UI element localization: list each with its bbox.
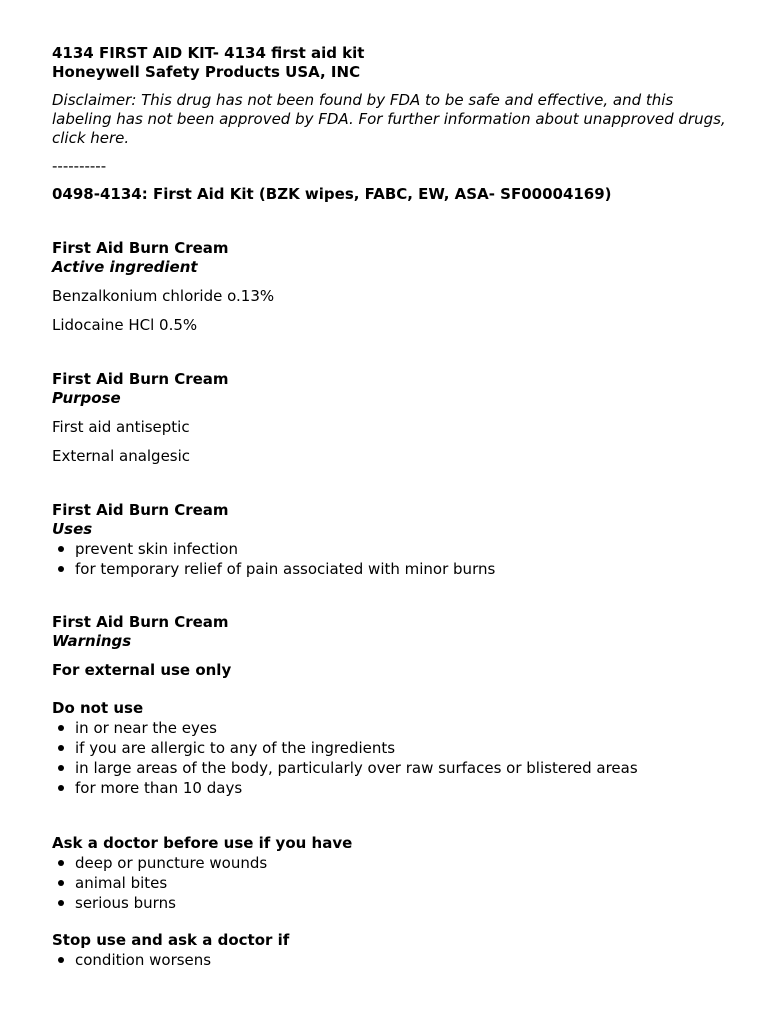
section-heading: Uses bbox=[52, 520, 93, 538]
uses-list bbox=[52, 539, 742, 579]
ingredient-item: Lidocaine HCl 0.5% bbox=[52, 316, 198, 334]
separator: ---------- bbox=[52, 157, 107, 175]
ask-doctor-list bbox=[52, 853, 742, 913]
kit-heading: 0498-4134: First Aid Kit (BZK wipes, FABC, EW, ASA- SF00004169) bbox=[52, 185, 612, 203]
section-active-ingredient bbox=[52, 239, 742, 335]
do-not-use-list bbox=[52, 718, 742, 798]
document-page bbox=[52, 44, 742, 970]
do-not-use-heading: Do not use bbox=[52, 699, 144, 717]
ask-doctor-heading: Ask a doctor before use if you have bbox=[52, 834, 353, 852]
list-item: serious burns bbox=[52, 893, 742, 913]
section-product-name: First Aid Burn Cream bbox=[52, 239, 229, 257]
stop-use-list bbox=[52, 950, 742, 970]
company-name: Honeywell Safety Products USA, INC bbox=[52, 63, 361, 81]
section-heading: Purpose bbox=[52, 389, 121, 407]
section-heading: Active ingredient bbox=[52, 258, 198, 276]
list-item: if you are allergic to any of the ingredients bbox=[52, 738, 742, 758]
list-item: in large areas of the body, particularly over raw surfaces or blistered areas bbox=[52, 758, 742, 778]
section-heading: Warnings bbox=[52, 632, 132, 650]
purpose-item: First aid antiseptic bbox=[52, 418, 190, 436]
list-item: in or near the eyes bbox=[52, 718, 742, 738]
purpose-item: External analgesic bbox=[52, 447, 191, 465]
list-item: for more than 10 days bbox=[52, 778, 742, 798]
stop-use-heading: Stop use and ask a doctor if bbox=[52, 931, 290, 949]
section-purpose bbox=[52, 370, 742, 466]
section-uses bbox=[52, 501, 742, 579]
section-warnings bbox=[52, 613, 742, 970]
list-item: condition worsens bbox=[52, 950, 742, 970]
ingredient-item: Benzalkonium chloride o.13% bbox=[52, 287, 275, 305]
external-use-warning: For external use only bbox=[52, 661, 232, 679]
section-product-name: First Aid Burn Cream bbox=[52, 370, 229, 388]
fda-disclaimer: Disclaimer: This drug has not been found by FDA to be safe and effective, and this labeling has not been approved by FDA. For further information about unapproved drugs, click here. bbox=[52, 91, 726, 147]
list-item: prevent skin infection bbox=[52, 539, 742, 559]
section-product-name: First Aid Burn Cream bbox=[52, 501, 229, 519]
section-product-name: First Aid Burn Cream bbox=[52, 613, 229, 631]
list-item: for temporary relief of pain associated with minor burns bbox=[52, 559, 742, 579]
list-item: animal bites bbox=[52, 873, 742, 893]
list-item: deep or puncture wounds bbox=[52, 853, 742, 873]
document-title: 4134 FIRST AID KIT- 4134 first aid kit bbox=[52, 44, 365, 62]
